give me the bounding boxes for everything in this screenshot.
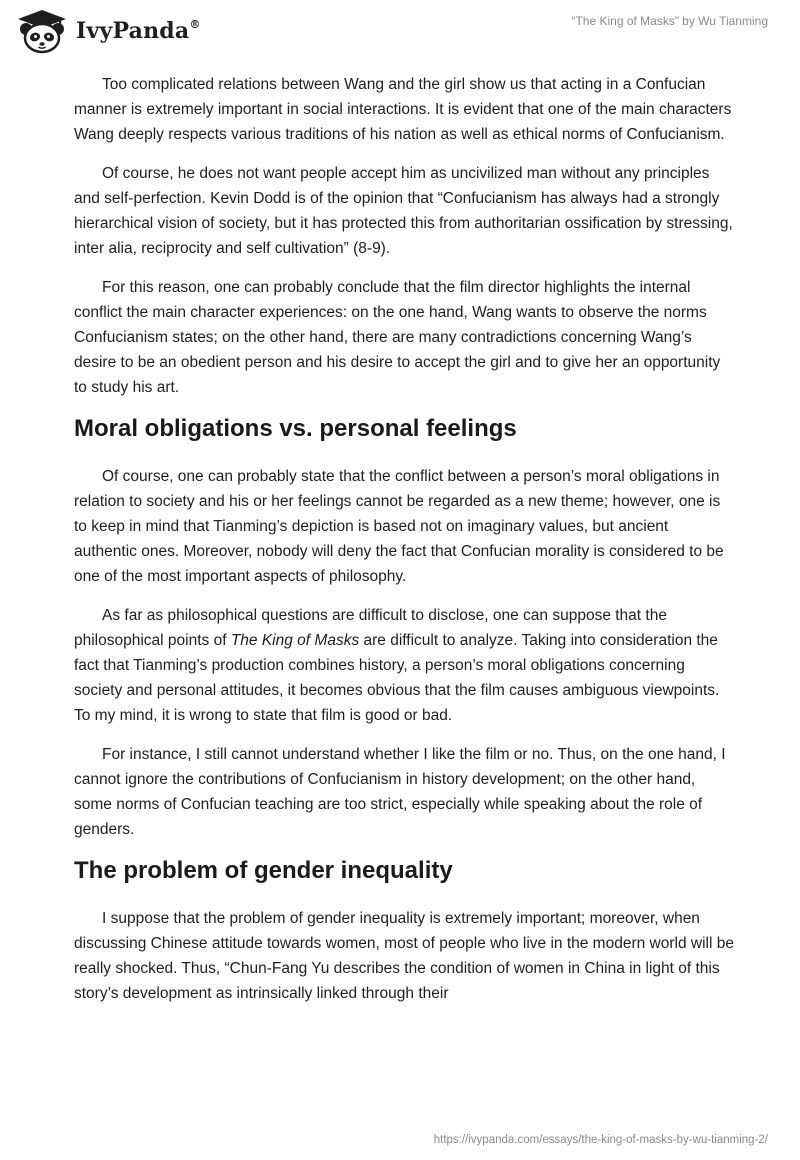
article-body [74, 72, 734, 1020]
source-url[interactable]: https://ivypanda.com/essays/the-king-of-masks-by-wu-tianming-2/ [433, 1134, 768, 1146]
paragraph [74, 603, 734, 728]
paragraph-text: are difficult to analyze. Taking into consideration the fact that Tianming’s production combines history, a person’s moral obligations concerning society and personal attitudes, it becomes obvious that the film causes ambiguous viewpoints. To my mind, it is wrong to state that film is good or bad. [74, 632, 720, 724]
brand-name: IvyPanda® [76, 17, 201, 44]
paragraph: For instance, I still cannot understand whether I like the film or no. Thus, on the one hand, I cannot ignore the contributions of Confucianism in history development; on the other hand, some norms of Confucian teaching are too strict, especially while speaking about the role of genders. [74, 746, 726, 838]
section-heading-gender-inequality: The problem of gender inequality [74, 857, 453, 884]
paragraph: Too complicated relations between Wang and the girl show us that acting in a Confucian manner is extremely important in social interactions. It is evident that one of the main characters Wang deeply respects various traditions of his nation as well as ethical norms of Confucianism. [74, 76, 732, 143]
section-heading-moral-obligations: Moral obligations vs. personal feelings [74, 415, 517, 442]
paragraph: I suppose that the problem of gender inequality is extremely important; moreover, when discussing Chinese attitude towards women, most of people who live in the modern world will be really shocked. Thus, “Chun-Fang Yu describes the condition of women in China in light of this story’s development as intrinsically linked through their [74, 910, 734, 1002]
paragraph: Of course, one can probably state that the conflict between a person’s moral obligations in relation to society and his or her feelings cannot be regarded as a new theme; however, one is to keep in mind that Tianming’s depiction is based not on imaginary values, but ancient authentic ones. Moreover, nobody will deny the fact that Confucian morality is considered to be one of the most important aspects of philosophy. [74, 468, 724, 585]
registered-mark: ® [189, 17, 201, 31]
document-title: “The King of Masks” by Wu Tianming [571, 14, 768, 28]
paragraph: For this reason, one can probably conclude that the film director highlights the internal conflict the main character experiences: on the one hand, Wang wants to observe the norms Confucianism states; on the other hand, there are many contradictions concerning Wang’s desire to be an obedient person and his desire to accept the girl and to give her an opportunity to study his art. [74, 279, 721, 396]
film-title-italic: The King of Masks [230, 632, 360, 649]
panda-logo-icon [14, 8, 70, 54]
brand-logo[interactable] [14, 8, 201, 54]
paragraph-text: As far as philosophical questions are difficult to disclose, one can suppose that the philosophical points of [74, 607, 667, 649]
paragraph: Of course, he does not want people accept him as uncivilized man without any principles and self-perfection. Kevin Dodd is of the opinion that “Confucianism has always had a strongly hierarchical vision of society, but it has protected this from authoritarian ossification by stressing, inter alia, reciprocity and self cultivation” (8-9). [74, 165, 733, 257]
